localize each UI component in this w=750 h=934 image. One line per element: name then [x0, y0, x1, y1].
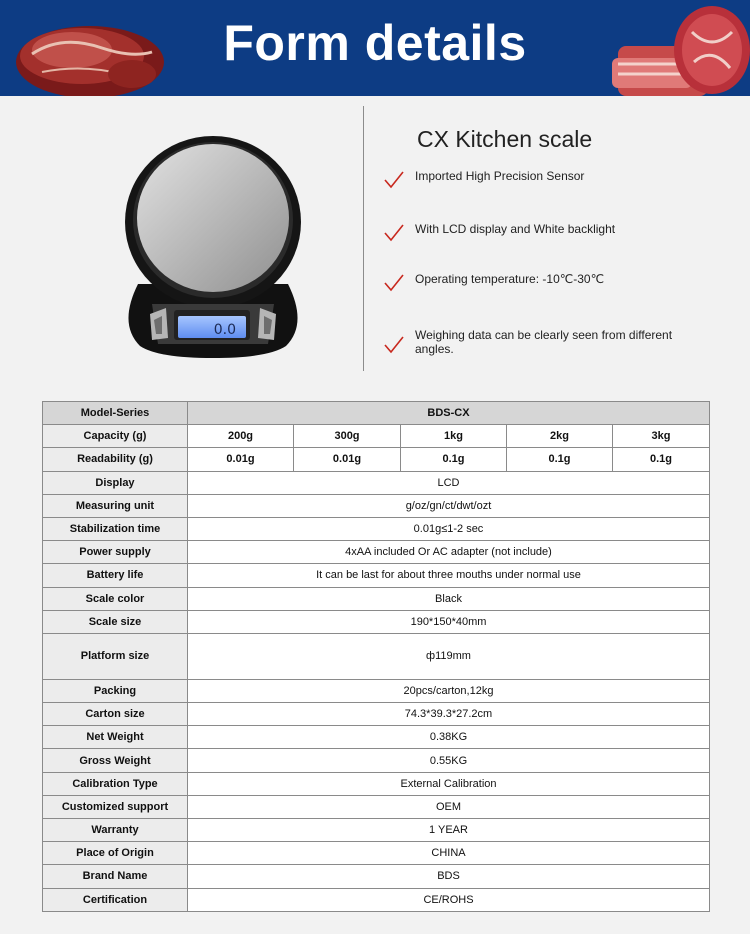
capacity-cell: 2kg [507, 425, 613, 448]
table-row [43, 703, 710, 726]
row-value: BDS [188, 865, 710, 888]
table-row [43, 471, 710, 494]
steak-image-right [608, 2, 750, 96]
table-row [43, 448, 710, 471]
table-row [43, 865, 710, 888]
row-label: Certification [43, 888, 188, 911]
row-value: It can be last for about three mouths under normal use [188, 564, 710, 587]
table-row [43, 541, 710, 564]
row-value: External Calibration [188, 772, 710, 795]
row-value: CE/ROHS [188, 888, 710, 911]
row-label: Calibration Type [43, 772, 188, 795]
feature-text: Operating temperature: -10℃-30℃ [415, 272, 605, 286]
check-icon [384, 171, 404, 189]
feature-text: Weighing data can be clearly seen from different angles. [415, 328, 673, 356]
check-icon [384, 274, 404, 292]
kitchen-scale-icon [118, 134, 308, 359]
row-value: CHINA [188, 842, 710, 865]
spec-table [42, 401, 710, 912]
readability-cell: 0.1g [507, 448, 613, 471]
check-icon [384, 224, 404, 242]
table-row [43, 795, 710, 818]
row-label: Battery life [43, 564, 188, 587]
row-label: Net Weight [43, 726, 188, 749]
product-title: CX Kitchen scale [417, 126, 593, 152]
row-label: Scale size [43, 610, 188, 633]
header-banner [0, 0, 750, 96]
capacity-cell: 200g [188, 425, 294, 448]
readability-cell: 0.01g [294, 448, 401, 471]
row-value: 0.38KG [188, 726, 710, 749]
row-value: 190*150*40mm [188, 610, 710, 633]
row-label: Brand Name [43, 865, 188, 888]
row-value: g/oz/gn/ct/dwt/ozt [188, 494, 710, 517]
row-label: Platform size [43, 633, 188, 679]
table-row [43, 749, 710, 772]
scale-lcd-reading: 0.0 [213, 322, 236, 338]
table-row [43, 587, 710, 610]
row-value: Black [188, 587, 710, 610]
page-title: Form details [223, 15, 527, 71]
table-row [43, 633, 710, 679]
readability-cell: 0.1g [401, 448, 507, 471]
row-label: Display [43, 471, 188, 494]
row-value: LCD [188, 471, 710, 494]
row-label: Stabilization time [43, 517, 188, 540]
row-value: 4xAA included Or AC adapter (not include) [188, 541, 710, 564]
capacity-cell: 3kg [613, 425, 710, 448]
table-row [43, 888, 710, 911]
feature-text: With LCD display and White backlight [415, 222, 616, 236]
feature-text: Imported High Precision Sensor [415, 169, 585, 183]
row-value: ф119mm [188, 633, 710, 679]
row-value: OEM [188, 795, 710, 818]
row-label: Scale color [43, 587, 188, 610]
row-label: Capacity (g) [43, 425, 188, 448]
row-label: Readability (g) [43, 448, 188, 471]
table-row [43, 610, 710, 633]
table-row [43, 425, 710, 448]
row-value: 0.55KG [188, 749, 710, 772]
row-value: 20pcs/carton,12kg [188, 679, 710, 702]
table-row [43, 726, 710, 749]
row-label: Warranty [43, 819, 188, 842]
table-row [43, 679, 710, 702]
readability-cell: 0.1g [613, 448, 710, 471]
row-label: Packing [43, 679, 188, 702]
capacity-cell: 300g [294, 425, 401, 448]
check-icon [384, 336, 404, 354]
row-label: Model-Series [43, 402, 188, 425]
row-value: 74.3*39.3*27.2cm [188, 703, 710, 726]
table-row [43, 402, 710, 425]
table-row [43, 564, 710, 587]
row-label: Carton size [43, 703, 188, 726]
table-row [43, 842, 710, 865]
row-label: Customized support [43, 795, 188, 818]
table-row [43, 772, 710, 795]
row-label: Gross Weight [43, 749, 188, 772]
row-label: Place of Origin [43, 842, 188, 865]
row-label: Power supply [43, 541, 188, 564]
capacity-cell: 1kg [401, 425, 507, 448]
row-value: BDS-CX [188, 402, 710, 425]
section-divider [363, 106, 364, 371]
table-row [43, 494, 710, 517]
row-value: 0.01g≤1-2 sec [188, 517, 710, 540]
row-value: 1 YEAR [188, 819, 710, 842]
product-section [0, 96, 750, 386]
readability-cell: 0.01g [188, 448, 294, 471]
table-row [43, 819, 710, 842]
row-label: Measuring unit [43, 494, 188, 517]
table-row [43, 517, 710, 540]
